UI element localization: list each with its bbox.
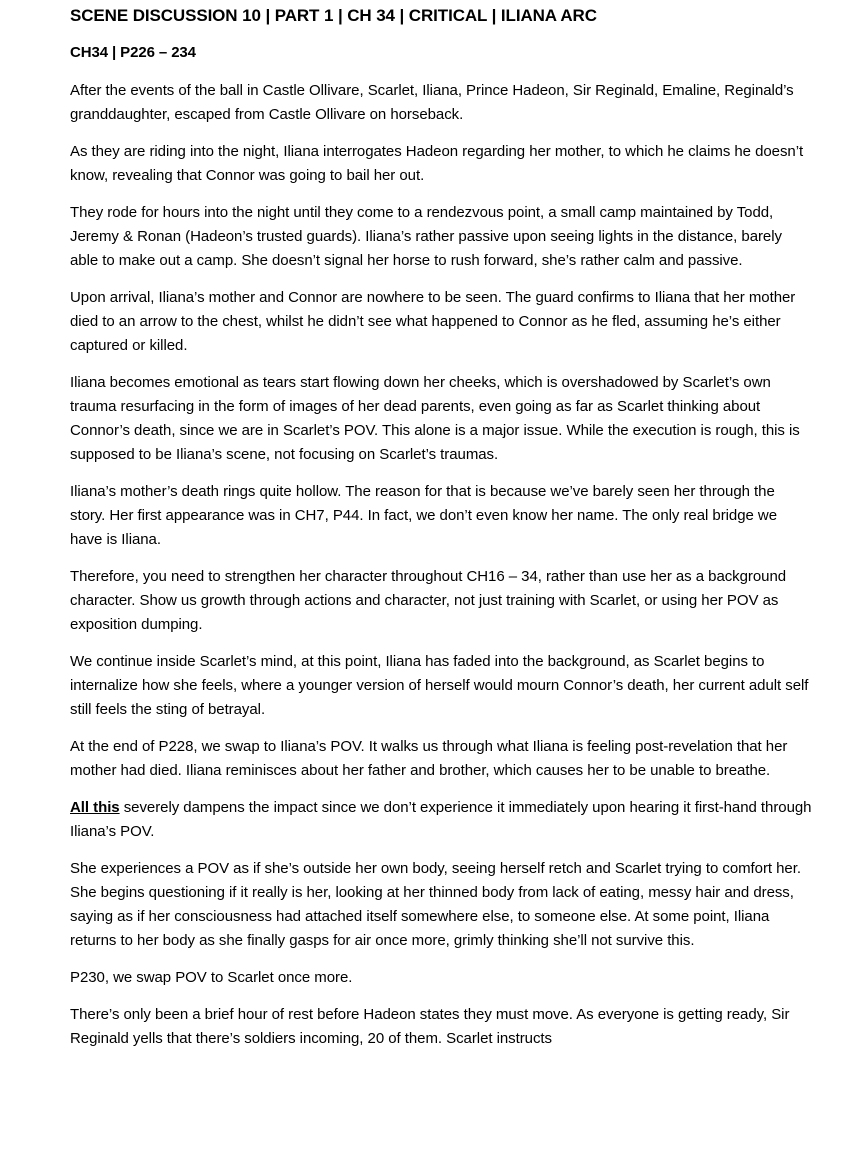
document-title: SCENE DISCUSSION 10 | PART 1 | CH 34 | CRITICAL | ILIANA ARC	[70, 6, 597, 25]
document-body	[70, 79, 815, 1051]
paragraph: After the events of the ball in Castle Ollivare, Scarlet, Iliana, Prince Hadeon, Sir Reginald, Emaline, Reginald’s granddaughter, escaped from Castle Ollivare on horseback.	[70, 82, 794, 123]
paragraph: At the end of P228, we swap to Iliana’s POV. It walks us through what Iliana is feeling post-revelation that her mother had died. Iliana reminisces about her father and brother, which causes her to be unable to breathe.	[70, 738, 788, 779]
paragraph: Upon arrival, Iliana’s mother and Connor are nowhere to be seen. The guard confirms to Iliana that her mother died to an arrow to the chest, whilst he didn’t see what happened to Connor as he fled, assuming he’s either captured or killed.	[70, 289, 796, 354]
paragraph: Iliana’s mother’s death rings quite hollow. The reason for that is because we’ve barely seen her through the story. Her first appearance was in CH7, P44. In fact, we don’t even know her name. The only real bridge we have is Iliana.	[70, 483, 778, 548]
paragraph: Iliana becomes emotional as tears start flowing down her cheeks, which is overshadowed by Scarlet’s own trauma resurfacing in the form of images of her dead parents, even going as far as Scarlet thinking about Connor’s death, since we are in Scarlet’s POV. This alone is a major issue. While the execution is rough, this is supposed to be Iliana’s scene, not focusing on Scarlet’s traumas.	[70, 374, 800, 463]
paragraph: We continue inside Scarlet’s mind, at this point, Iliana has faded into the background, as Scarlet begins to internalize how she feels, where a younger version of herself would mourn Connor’s death, her current adult self still feels the sting of betrayal.	[70, 653, 809, 718]
paragraph: Therefore, you need to strengthen her character throughout CH16 – 34, rather than use her as a background character. Show us growth through actions and character, not just training with Scarlet, or using her POV as exposition dumping.	[70, 568, 787, 633]
emphasized-lead: All this	[70, 799, 120, 816]
paragraph: As they are riding into the night, Iliana interrogates Hadeon regarding her mother, to which he claims he doesn’t know, revealing that Connor was going to bail her out.	[70, 143, 804, 184]
paragraph: They rode for hours into the night until they come to a rendezvous point, a small camp maintained by Todd, Jeremy & Ronan (Hadeon’s trusted guards). Iliana’s rather passive upon seeing lights in the distance, barely able to make out a camp. She doesn’t signal her horse to rush forward, she’s rather calm and passive.	[70, 204, 782, 269]
paragraph: All this severely dampens the impact since we don’t experience it immediately upon hearing it first-hand through Iliana’s POV.	[70, 799, 812, 840]
document-subtitle: CH34 | P226 – 234	[70, 44, 196, 61]
paragraph: She experiences a POV as if she’s outside her own body, seeing herself retch and Scarlet trying to comfort her. She begins questioning if it really is her, looking at her thinned body from lack of eating, messy hair and dress, saying as if her consciousness had attached itself somewhere else, to someone else. At some point, Iliana returns to her body as she finally gasps for air once more, grimly thinking she’ll not survive this.	[70, 860, 801, 949]
paragraph: P230, we swap POV to Scarlet once more.	[70, 969, 353, 986]
paragraph: There’s only been a brief hour of rest before Hadeon states they must move. As everyone is getting ready, Sir Reginald yells that there’s soldiers incoming, 20 of them. Scarlet instructs	[70, 1006, 790, 1047]
